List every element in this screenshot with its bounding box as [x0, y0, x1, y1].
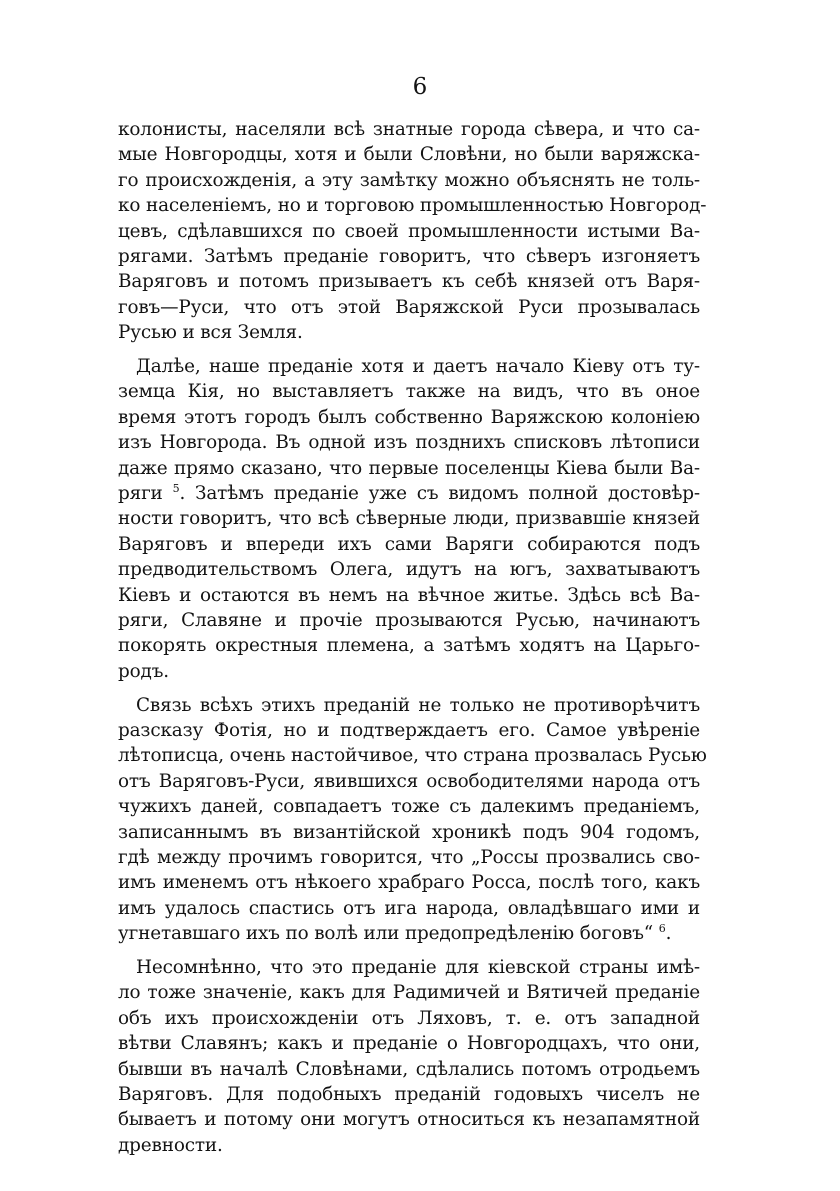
line-text: ряги, Славяне и прочіе прозываются Русью, начинаютъ — [118, 609, 700, 631]
line-text: Русью и вся Земля. — [118, 322, 303, 344]
line-text: предводительствомъ Олега, идутъ на югъ, захватываютъ — [118, 559, 700, 581]
text-line — [118, 1031, 700, 1056]
text-line — [118, 430, 700, 455]
line-text: Связь всѣхъ этихъ преданій не только не противорѣчитъ — [136, 694, 700, 716]
text-line — [118, 718, 700, 743]
text-line — [118, 269, 700, 294]
line-text: Варяговъ и потомъ призываетъ къ себѣ князей отъ Варя- — [118, 271, 700, 293]
text-line — [118, 532, 700, 557]
line-text: бываетъ и потому они могутъ относиться къ незапамятной — [118, 1109, 700, 1131]
text-line — [118, 608, 700, 633]
footnote-marker: 5 — [172, 481, 180, 495]
text-line — [118, 168, 700, 193]
line-text: записаннымъ въ византійской хроникѣ подъ 904 годомъ, — [118, 821, 700, 843]
text-line — [118, 820, 700, 845]
text-line — [118, 1082, 700, 1107]
text-line — [118, 193, 707, 218]
text-line — [118, 921, 700, 946]
text-line — [118, 506, 700, 531]
text-line — [118, 142, 700, 167]
line-text: Далѣе, наше преданіе хотя и даетъ начало Кіеву отъ ту- — [136, 356, 700, 378]
text-line — [118, 794, 700, 819]
line-text: имъ именемъ отъ нѣкоего храбраго Росса, послѣ того, какъ — [118, 872, 700, 894]
line-text: лѣтописца, очень настойчивое, что страна прозвалась Русью — [118, 745, 707, 767]
text-line — [118, 769, 700, 794]
text-line — [118, 379, 700, 404]
line-text: ности говоритъ, что всѣ сѣверные люди, призвавшіе князей — [118, 508, 700, 530]
line-text: рягами. Затѣмъ преданіе говоритъ, что сѣверъ изгоняетъ — [118, 245, 700, 267]
line-text: говъ—Руси, что отъ этой Варяжской Руси прозывалась — [118, 296, 700, 318]
line-text: родъ. — [118, 660, 169, 682]
line-text: цевъ, сдѣлавшихся по своей промышленности истыми Ва- — [118, 220, 700, 242]
text-line — [118, 295, 700, 320]
paragraph — [118, 117, 707, 346]
paragraph — [118, 693, 707, 947]
line-text: время этотъ городъ былъ собственно Варяжскою колоніею — [118, 406, 700, 428]
line-text: колонисты, населяли всѣ знатные города сѣвера, и что са- — [118, 119, 700, 140]
line-text-after: . — [665, 923, 672, 945]
line-text: Несомнѣнно, что это преданіе для кіевской страны имѣ- — [136, 957, 700, 978]
text-line — [118, 845, 700, 870]
text-line — [118, 244, 700, 269]
text-line — [118, 405, 700, 430]
text-line — [118, 659, 700, 684]
line-text: отъ Варяговъ-Руси, явившихся освободителями народа отъ — [118, 770, 700, 792]
line-text: покорять окрестныя племена, а затѣмъ ходятъ на Царьго- — [118, 635, 700, 657]
text-line — [118, 354, 700, 379]
line-text: Варяговъ. Для подобныхъ преданій годовыхъ чиселъ не — [118, 1083, 700, 1105]
text-line — [118, 896, 700, 921]
line-text: ко населеніемъ, но и торговою промышленностью Новгород- — [118, 195, 707, 217]
text-line — [118, 583, 700, 608]
text-line — [118, 557, 700, 582]
text-line — [118, 870, 700, 895]
line-text: мые Новгородцы, хотя и были Словѣни, но были варяжска- — [118, 144, 700, 166]
text-line — [118, 219, 700, 244]
line-text: вѣтви Славянъ; какъ и преданіе о Новгородцахъ, что они, — [118, 1033, 700, 1055]
line-text: гдѣ между прочимъ говорится, что „Россы прозвались сво- — [118, 846, 700, 868]
line-text: изъ Новгорода. Въ одной изъ позднихъ списковъ лѣтописи — [118, 432, 700, 454]
text-line — [118, 320, 700, 345]
text-line — [118, 980, 700, 1005]
paragraph — [118, 354, 700, 684]
line-text: даже прямо сказано, что первые поселенцы Кіева были Ва- — [118, 457, 700, 479]
text-line — [118, 481, 700, 506]
line-text: древности. — [118, 1134, 223, 1156]
text-line — [118, 1107, 700, 1132]
page-number: 6 — [412, 74, 428, 100]
text-line — [118, 456, 700, 481]
line-text: Кіевъ и остаются въ немъ на вѣчное житье. Здѣсь всѣ Ва- — [118, 584, 700, 606]
line-text: ряги — [118, 482, 163, 504]
paragraph — [118, 955, 700, 1158]
line-text: земца Кія, но выставляетъ также на видъ, что въ оное — [118, 381, 700, 403]
text-line — [118, 633, 700, 658]
text-line — [118, 955, 700, 980]
line-text: го происхожденія, а эту замѣтку можно объяснять не толь- — [118, 169, 700, 191]
text-line — [118, 743, 707, 768]
line-text: разсказу Фотія, но и подтверждаетъ его. Самое увѣреніе — [118, 719, 700, 741]
text-line — [118, 117, 700, 142]
line-text: имъ удалось спастись отъ ига народа, овладѣвшаго ими и — [118, 897, 700, 919]
text-line — [118, 1133, 700, 1158]
footnote-marker: 6 — [658, 922, 666, 936]
line-text: бывши въ началѣ Словѣнами, сдѣлались потомъ отродьемъ — [118, 1058, 700, 1080]
text-line — [118, 1057, 700, 1082]
line-text: объ ихъ происхожденіи отъ Ляховъ, т. е. отъ западной — [118, 1007, 700, 1029]
line-text: ло тоже значеніе, какъ для Радимичей и Вятичей преданіе — [118, 982, 700, 1004]
line-text: чужихъ даней, совпадаетъ тоже съ далекимъ преданіемъ, — [118, 796, 700, 818]
line-text: Варяговъ и впереди ихъ сами Варяги собираются подъ — [118, 533, 700, 555]
line-text: угнетавшаго ихъ по волѣ или предопредѣленію боговъ“ — [118, 923, 653, 945]
text-line — [118, 1006, 700, 1031]
text-line — [118, 693, 700, 718]
line-text-after: . Затѣмъ преданіе уже съ видомъ полной достовѣр- — [179, 482, 700, 504]
body-text — [118, 117, 707, 1167]
